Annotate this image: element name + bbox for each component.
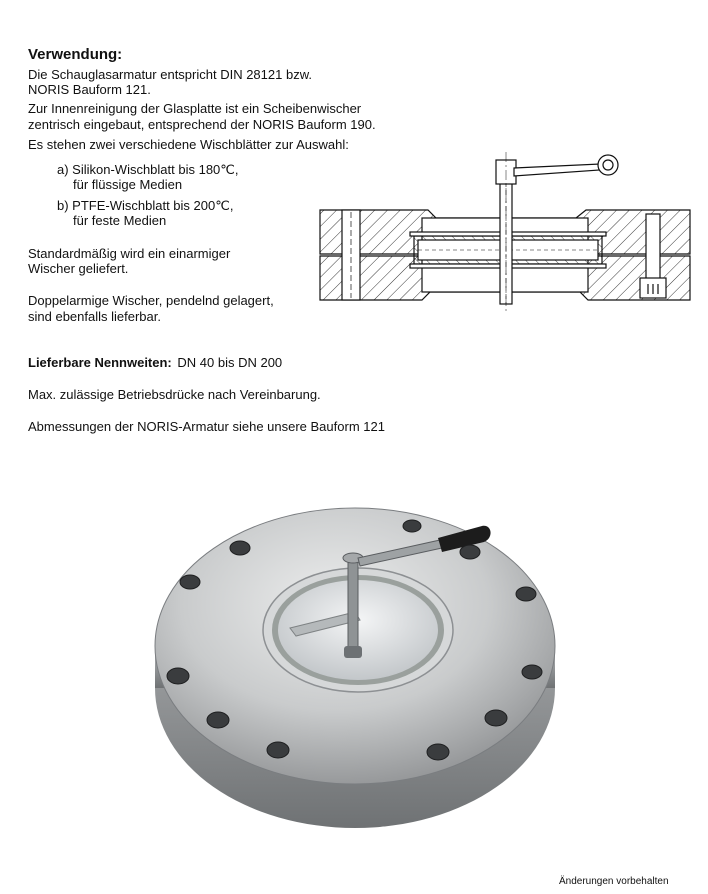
intro-line-3: Zur Innenreinigung der Glasplatte ist ein Scheibenwischer xyxy=(28,101,362,116)
intro-line-1: Die Schauglasarmatur entspricht DIN 28121 bzw. xyxy=(28,67,312,82)
option-b-desc: für feste Medien xyxy=(73,213,167,228)
standard-line-2: Wischer geliefert. xyxy=(28,261,129,276)
intro-line-5: Es stehen zwei verschiedene Wischblätter zur Auswahl: xyxy=(28,137,349,152)
option-a-desc: für flüssige Medien xyxy=(73,177,183,192)
nominal-sizes-value: DN 40 bis DN 200 xyxy=(177,355,283,370)
intro-line-2: NORIS Bauform 121. xyxy=(28,82,151,97)
intro-line-4: zentrisch eingebaut, entsprechend der NORIS Bauform 190. xyxy=(28,117,376,132)
pressure-note: Max. zulässige Betriebsdrücke nach Vereinbarung. xyxy=(28,387,321,402)
nominal-sizes-label: Lieferbare Nennweiten: xyxy=(28,355,172,370)
option-b-title: b) PTFE-Wischblatt bis 200℃, xyxy=(57,198,234,213)
section-heading: Verwendung: xyxy=(28,46,123,63)
cross-section-drawing xyxy=(318,152,694,314)
nominal-sizes xyxy=(28,355,282,370)
option-a-title: a) Silikon-Wischblatt bis 180℃, xyxy=(57,162,239,177)
standard-line-1: Standardmäßig wird ein einarmiger xyxy=(28,246,231,261)
product-photo xyxy=(150,478,560,838)
footer-note: Änderungen vorbehalten xyxy=(559,876,669,887)
double-line-2: sind ebenfalls lieferbar. xyxy=(28,309,161,324)
double-line-1: Doppelarmige Wischer, pendelnd gelagert, xyxy=(28,293,274,308)
dimensions-note: Abmessungen der NORIS-Armatur siehe unsere Bauform 121 xyxy=(28,419,385,434)
